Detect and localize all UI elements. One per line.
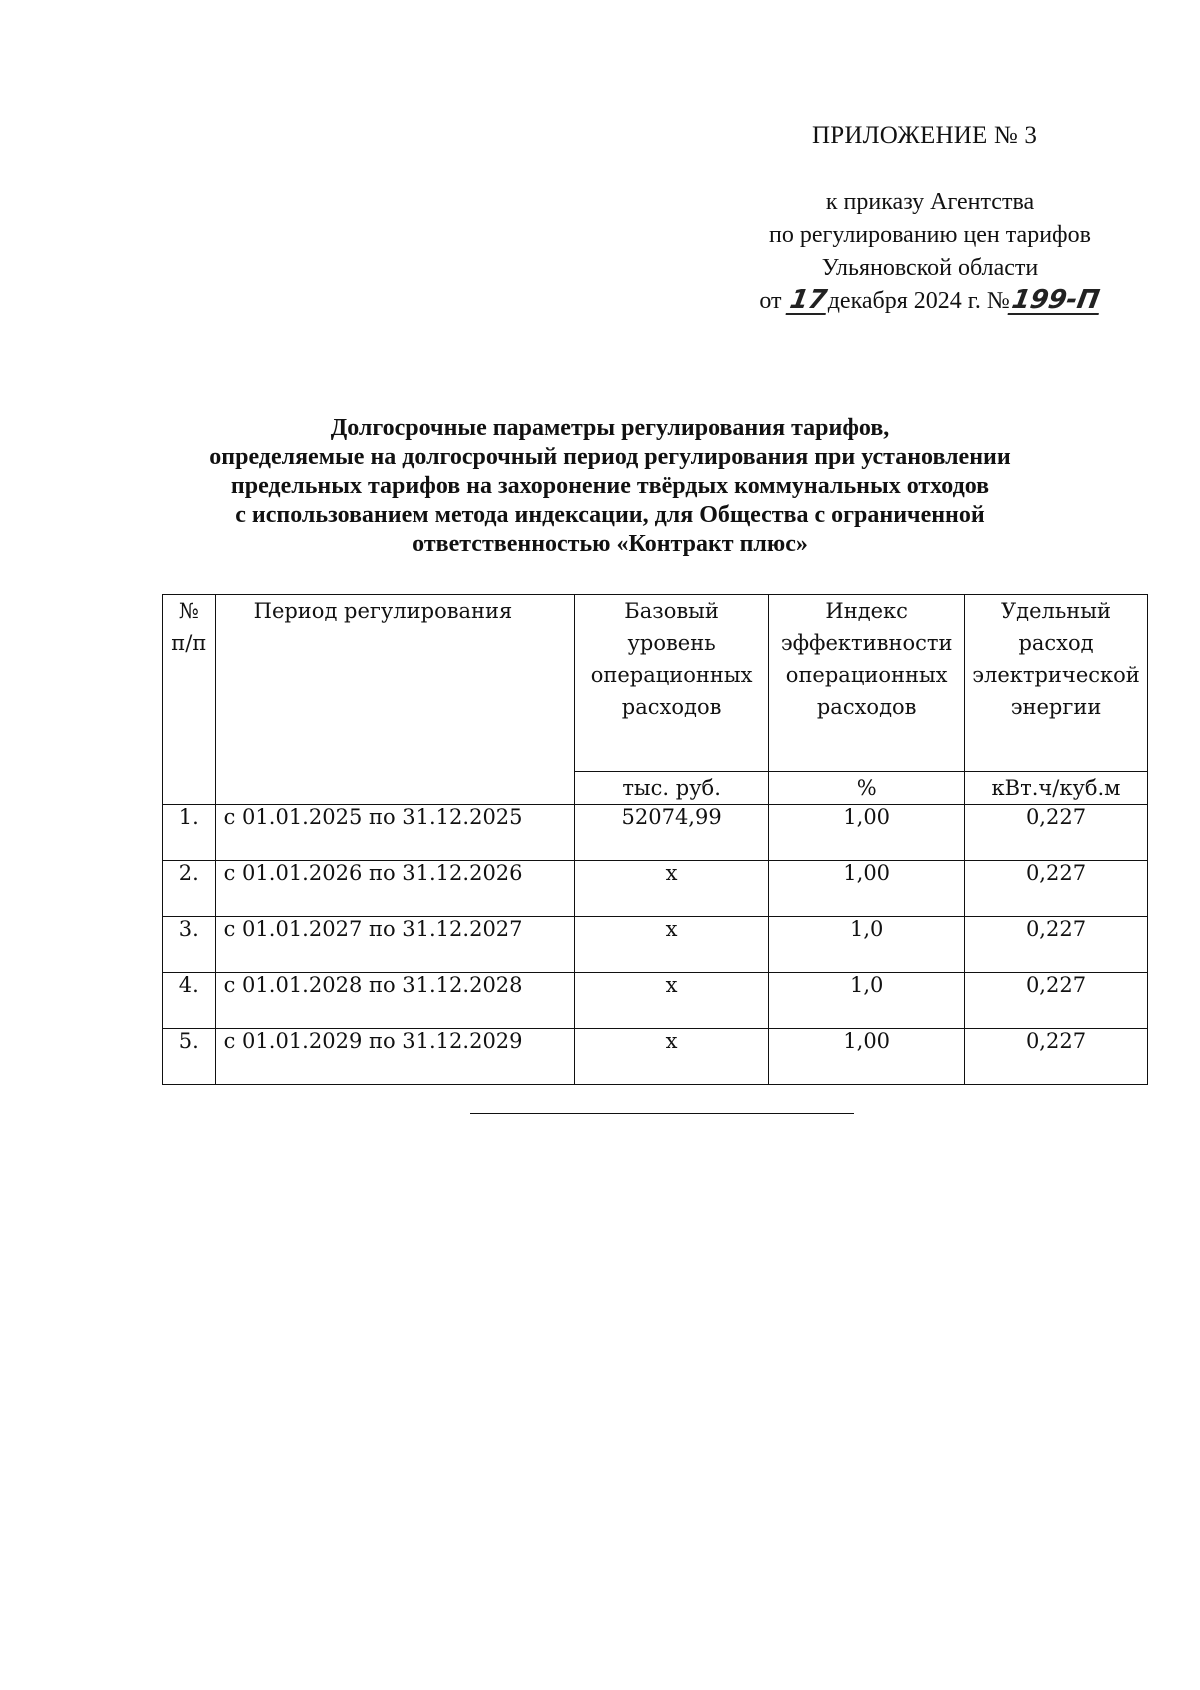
order-line-2: по регулированию цен тарифов bbox=[769, 222, 1091, 248]
handwritten-day: 17 bbox=[787, 285, 829, 315]
table-row bbox=[163, 917, 1148, 973]
row-period: с 01.01.2026 по 31.12.2026 bbox=[215, 861, 574, 917]
order-date-line bbox=[700, 285, 1160, 318]
unit-base: тыс. руб. bbox=[574, 772, 768, 805]
date-rest: декабря 2024 г. № bbox=[827, 288, 1010, 314]
row-num: 1. bbox=[163, 805, 216, 861]
title-line-2: определяемые на долгосрочный период регулирования при установлении bbox=[209, 444, 1011, 470]
row-index: 1,0 bbox=[769, 973, 965, 1029]
appendix-title: ПРИЛОЖЕНИЕ № 3 bbox=[812, 122, 1038, 149]
unit-specific: кВт.ч/куб.м bbox=[965, 772, 1148, 805]
document-title bbox=[150, 414, 1070, 559]
row-index: 1,00 bbox=[769, 805, 965, 861]
date-prefix: от bbox=[759, 288, 782, 314]
row-period: с 01.01.2028 по 31.12.2028 bbox=[215, 973, 574, 1029]
row-num: 5. bbox=[163, 1029, 216, 1085]
row-period: с 01.01.2027 по 31.12.2027 bbox=[215, 917, 574, 973]
order-line-1: к приказу Агентства bbox=[825, 189, 1035, 215]
title-line-4: с использованием метода индексации, для Общества с ограниченной bbox=[235, 502, 985, 528]
unit-index: % bbox=[769, 772, 965, 805]
table-row bbox=[163, 805, 1148, 861]
row-specific: 0,227 bbox=[965, 973, 1148, 1029]
end-divider-line bbox=[470, 1113, 854, 1114]
header-efficiency-index: Индекс эффективности операционных расходов bbox=[769, 595, 965, 772]
order-reference bbox=[700, 186, 1160, 318]
table-row bbox=[163, 861, 1148, 917]
row-base: х bbox=[574, 1029, 768, 1085]
header-base-level: Базовый уровень операционных расходов bbox=[574, 595, 768, 772]
row-specific: 0,227 bbox=[965, 1029, 1148, 1085]
header-specific-consumption: Удельный расход электрической энергии bbox=[965, 595, 1148, 772]
row-base: 52074,99 bbox=[574, 805, 768, 861]
row-base: х bbox=[574, 917, 768, 973]
title-line-5: ответственностью «Контракт плюс» bbox=[412, 531, 808, 557]
parameters-table bbox=[162, 594, 1148, 1085]
table-row bbox=[163, 1029, 1148, 1085]
header-num: № п/п bbox=[163, 595, 216, 805]
row-period: с 01.01.2029 по 31.12.2029 bbox=[215, 1029, 574, 1085]
header-period: Период регулирования bbox=[215, 595, 574, 805]
row-specific: 0,227 bbox=[965, 805, 1148, 861]
title-line-1: Долгосрочные параметры регулирования тарифов, bbox=[330, 415, 890, 441]
row-num: 4. bbox=[163, 973, 216, 1029]
row-index: 1,00 bbox=[769, 1029, 965, 1085]
row-period: с 01.01.2025 по 31.12.2025 bbox=[215, 805, 574, 861]
order-line-3: Ульяновской области bbox=[821, 255, 1039, 281]
table-header-row bbox=[163, 595, 1148, 772]
row-specific: 0,227 bbox=[965, 917, 1148, 973]
row-base: х bbox=[574, 861, 768, 917]
title-line-3: предельных тарифов на захоронение твёрдых коммунальных отходов bbox=[230, 473, 990, 499]
row-specific: 0,227 bbox=[965, 861, 1148, 917]
row-index: 1,00 bbox=[769, 861, 965, 917]
row-index: 1,0 bbox=[769, 917, 965, 973]
handwritten-order-number: 199-П bbox=[1009, 285, 1102, 315]
table-row bbox=[163, 973, 1148, 1029]
row-num: 3. bbox=[163, 917, 216, 973]
row-num: 2. bbox=[163, 861, 216, 917]
row-base: х bbox=[574, 973, 768, 1029]
